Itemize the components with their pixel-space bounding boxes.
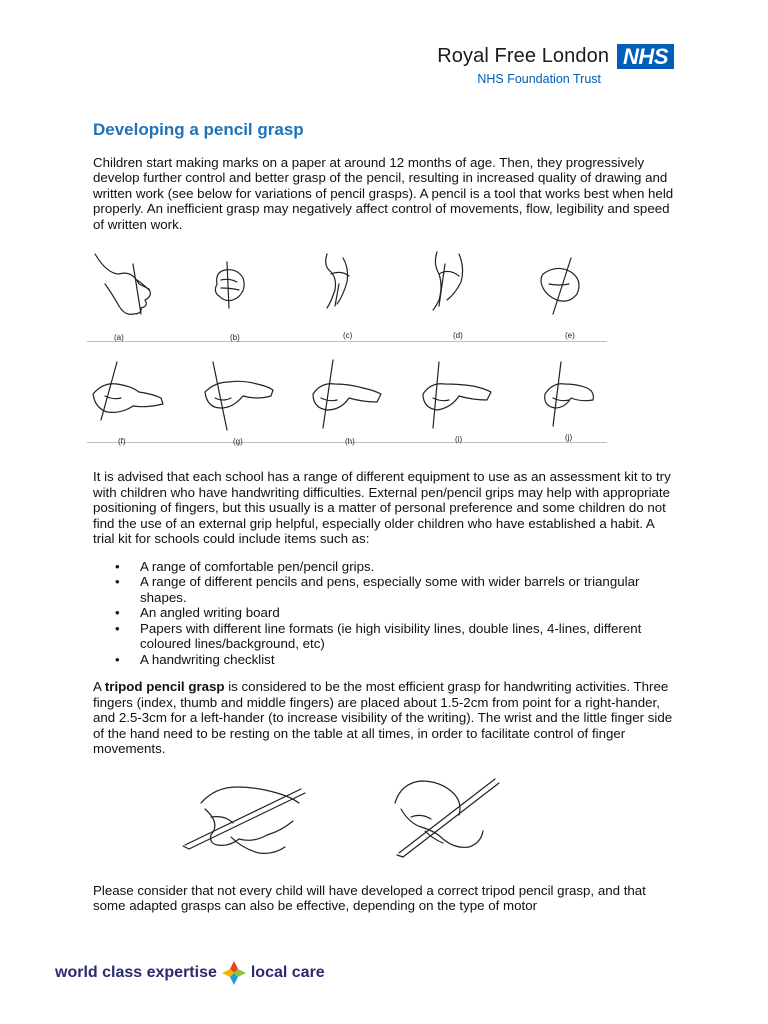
- grasp-illustration-c: [326, 254, 349, 308]
- caption-c: (c): [343, 331, 353, 340]
- intro-paragraph: Children start making marks on a paper at around 12 months of age. Then, they progressively develop further control and better grasp of the pencil, resulting in increased quality of drawing and written work (see below for variations of pencil grasps). A pencil is a tool that works best when held properly. An inefficient grasp may negatively affect control of movements, flow, legibility and speed of written work.: [93, 154, 674, 232]
- caption-e: (e): [565, 331, 575, 340]
- caption-j: (j): [565, 433, 573, 442]
- tripod-prefix: A: [93, 679, 105, 694]
- grasp-drawings: [87, 244, 615, 450]
- caption-f: (f): [118, 437, 126, 446]
- kit-list-item: • A handwriting checklist: [93, 652, 678, 668]
- caption-d: (d): [453, 331, 463, 340]
- tripod-left-hand-drawing: [391, 773, 501, 865]
- footer-strapline: [55, 960, 325, 986]
- kit-list-item: • A range of comfortable pen/pencil grips.: [93, 559, 678, 575]
- logo-line: [437, 44, 674, 69]
- nhs-logo-box: NHS: [617, 44, 674, 69]
- grasp-variations-figure: [87, 244, 615, 450]
- grasp-illustration-a: [95, 254, 150, 314]
- grasp-illustration-g: [205, 362, 273, 430]
- kit-list-item: • A range of different pencils and pens, especially some with wider barrels or triangular shapes.: [93, 574, 678, 605]
- tripod-paragraph: [93, 679, 678, 757]
- advice-paragraph: It is advised that each school has a range of different equipment to use as an assessment kit to try with children who have handwriting difficulties. External pen/pencil grips may help with appropriate positioning of fingers, but this usually is a matter of personal preference and some children do not find the use of an external grip helpful, especially older children who have established a habit. A trial kit for schools could include items such as:: [93, 469, 671, 546]
- tripod-right-hand-drawing: [181, 773, 311, 865]
- grasp-illustration-d: [433, 252, 463, 310]
- caption-h: (h): [345, 437, 355, 446]
- kit-list-item: • An angled writing board: [93, 605, 678, 621]
- grasp-illustration-b: [215, 262, 244, 308]
- trust-logo: [437, 44, 674, 86]
- grasp-illustration-h: [313, 360, 381, 428]
- grasp-illustration-i: [423, 362, 491, 428]
- org-name: Royal Free London: [437, 45, 610, 67]
- kit-list: [93, 559, 678, 668]
- tripod-term: tripod pencil grasp: [104, 679, 225, 694]
- trust-name: NHS Foundation Trust: [477, 72, 601, 86]
- kit-list-item: • Papers with different line formats (ie high visibility lines, double lines, 4-lines, different coloured lines/background, etc): [93, 621, 678, 652]
- page-title: Developing a pencil grasp: [93, 120, 304, 139]
- caption-i: (i): [455, 435, 463, 444]
- grasp-illustration-j: [545, 362, 594, 426]
- tripod-grasp-figure: [181, 773, 601, 865]
- tripod-text: is considered to be the most efficient grasp for handwriting activities. Three fingers (index, thumb and middle fingers) are placed about 1.5-2cm from point for a right-hander, and 2.5-3cm for a left-hander (to increase visibility of the writing). The wrist and the little finger side of the hand need to be resting on the table at all times, in order to facilitate control of finger movements.: [93, 679, 673, 756]
- footer-left-text: world class expertise: [55, 964, 217, 981]
- closing-paragraph: Please consider that not every child will have developed a correct tripod pencil grasp, and that some adapted grasps can also be effective, depending on the type of motor: [93, 882, 646, 913]
- grasp-illustration-f: [93, 362, 163, 420]
- caption-b: (b): [230, 333, 240, 342]
- grasp-illustration-e: [541, 258, 579, 314]
- caption-g: (g): [233, 437, 243, 446]
- caption-a: (a): [114, 333, 124, 342]
- footer-right-text: local care: [250, 964, 325, 981]
- diamond-flower-icon: [221, 960, 247, 986]
- main-content: [93, 122, 678, 926]
